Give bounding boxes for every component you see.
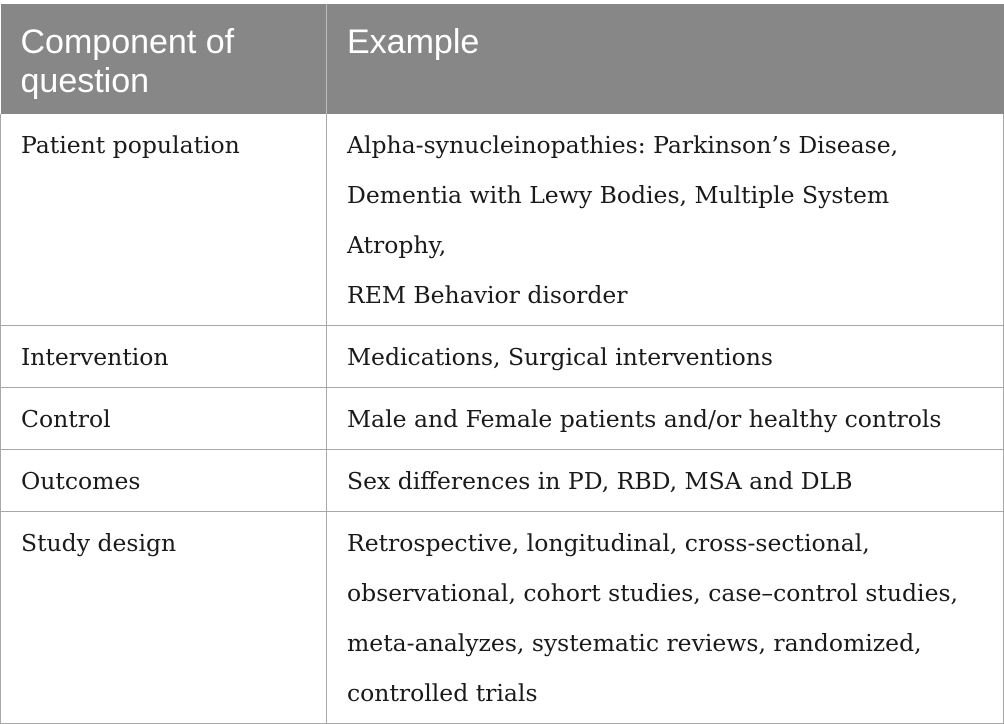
component-cell	[1, 512, 327, 724]
example-line: Dementia with Lewy Bodies, Multiple System Atrophy,	[347, 181, 890, 259]
component-cell	[1, 450, 327, 512]
example-cell	[327, 114, 1004, 326]
component-label: Study design	[21, 529, 177, 557]
table-row	[1, 388, 1004, 450]
example-line: observational, cohort studies, case–control studies,	[347, 579, 959, 607]
example-line: meta-analyzes, systematic reviews, randomized,	[347, 629, 922, 657]
component-label: Outcomes	[21, 467, 141, 495]
example-line: Male and Female patients and/or healthy controls	[347, 405, 942, 433]
pico-table	[0, 4, 1004, 724]
component-label: Control	[21, 405, 111, 433]
table-body	[1, 114, 1004, 724]
example-line: REM Behavior disorder	[347, 281, 628, 309]
example-line: Sex differences in PD, RBD, MSA and DLB	[347, 467, 853, 495]
example-line: Alpha-synucleinopathies: Parkinson’s Disease,	[347, 131, 899, 159]
component-cell	[1, 326, 327, 388]
example-cell	[327, 388, 1004, 450]
table-row	[1, 512, 1004, 724]
header-row	[1, 4, 1004, 114]
example-cell	[327, 326, 1004, 388]
example-line: controlled trials	[347, 679, 538, 707]
table-row	[1, 450, 1004, 512]
table-row	[1, 326, 1004, 388]
component-label: Intervention	[21, 343, 169, 371]
example-line: Medications, Surgical interventions	[347, 343, 773, 371]
component-cell	[1, 388, 327, 450]
table-row	[1, 114, 1004, 326]
header-component-of-question: Component of question	[1, 4, 327, 114]
component-cell	[1, 114, 327, 326]
example-line: Retrospective, longitudinal, cross-sectional,	[347, 529, 870, 557]
component-label: Patient population	[21, 131, 240, 159]
example-cell	[327, 512, 1004, 724]
example-cell	[327, 450, 1004, 512]
header-example: Example	[327, 4, 1004, 114]
table-header	[1, 4, 1004, 114]
